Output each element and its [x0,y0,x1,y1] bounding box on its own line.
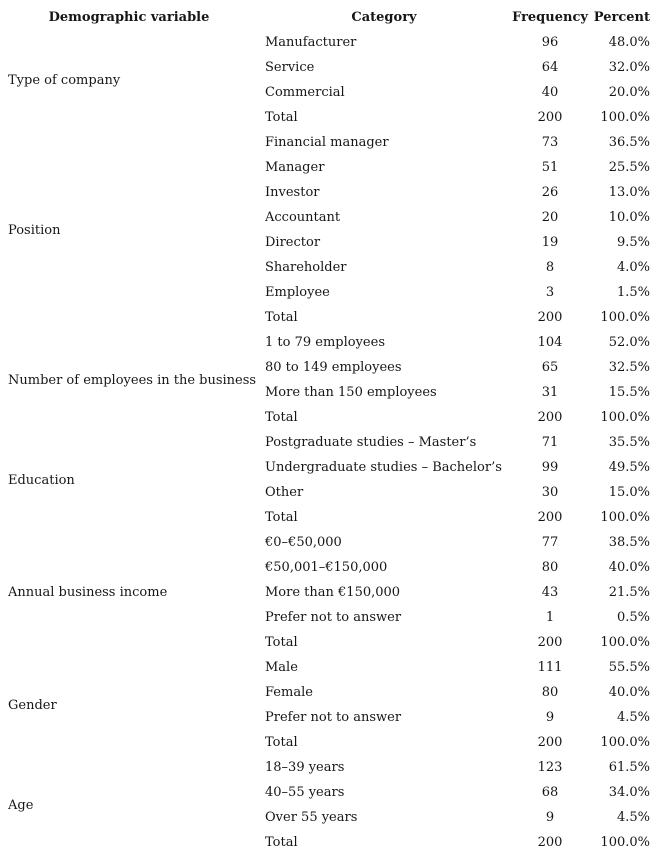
table-row [258,505,657,530]
percent-cell: 1.5% [616,285,650,300]
variable-group [0,330,657,430]
category-cell: Male [265,660,298,675]
category-cell: Employee [265,285,330,300]
variable-group [0,30,657,130]
variable-cell: Type of company [8,72,121,88]
table-row [258,180,657,205]
group-rows [258,330,657,430]
category-cell: Prefer not to answer [265,610,402,625]
header-percent: Percent [593,10,650,25]
table-row [258,680,657,705]
category-cell: Total [265,635,298,650]
category-cell: Total [265,735,298,750]
frequency-cell: 200 [537,835,563,850]
category-cell: Total [265,110,298,125]
percent-cell: 25.5% [608,160,650,175]
variable-cell: Age [8,797,34,813]
percent-cell: 52.0% [608,335,650,350]
frequency-cell: 43 [541,585,559,600]
variable-cell: Position [8,222,61,238]
frequency-cell: 73 [541,135,559,150]
category-cell: More than 150 employees [265,385,437,400]
frequency-cell: 200 [537,510,563,525]
table-row [258,205,657,230]
percent-cell: 49.5% [608,460,650,475]
group-rows [258,130,657,330]
table-row [258,280,657,305]
percent-cell: 9.5% [616,235,650,250]
category-cell: Female [265,685,313,700]
percent-cell: 35.5% [608,435,650,450]
frequency-cell: 200 [537,735,563,750]
table-row [258,230,657,255]
percent-cell: 40.0% [608,560,650,575]
table-row [258,705,657,730]
frequency-cell: 20 [541,210,559,225]
category-cell: Shareholder [265,260,347,275]
percent-cell: 55.5% [608,660,650,675]
variable-group [0,655,657,755]
frequency-cell: 8 [545,260,555,275]
category-cell: Other [265,485,304,500]
percent-cell: 100.0% [600,835,650,850]
percent-cell: 100.0% [600,310,650,325]
category-cell: Total [265,310,298,325]
frequency-cell: 30 [541,485,559,500]
table-row [258,655,657,680]
table-row [258,155,657,180]
frequency-cell: 200 [537,310,563,325]
variable-cell: Number of employees in the business [8,372,257,388]
category-cell: Manager [265,160,325,175]
category-cell: Investor [265,185,320,200]
percent-cell: 100.0% [600,110,650,125]
percent-cell: 40.0% [608,685,650,700]
table-row [258,30,657,55]
header-frequency: Frequency [512,10,588,25]
category-cell: Undergraduate studies – Bachelor’s [265,460,502,475]
percent-cell: 61.5% [608,760,650,775]
table-row [258,330,657,355]
category-cell: Total [265,510,298,525]
variable-cell: Education [8,472,75,488]
variable-group [0,130,657,330]
category-cell: Service [265,60,315,75]
group-rows [258,530,657,655]
percent-cell: 0.5% [616,610,650,625]
variable-group [0,530,657,655]
category-cell: Manufacturer [265,35,357,50]
table-row [258,605,657,630]
table-row [258,780,657,805]
group-rows [258,430,657,530]
category-cell: €50,001–€150,000 [265,560,388,575]
table-row [258,105,657,130]
frequency-cell: 3 [545,285,555,300]
category-cell: Financial manager [265,135,389,150]
table-row [258,380,657,405]
table-body [0,30,657,855]
table-header-row [0,5,657,30]
percent-cell: 100.0% [600,510,650,525]
percent-cell: 48.0% [608,35,650,50]
category-cell: Over 55 years [265,810,358,825]
percent-cell: 100.0% [600,635,650,650]
percent-cell: 13.0% [608,185,650,200]
category-cell: Prefer not to answer [265,710,402,725]
category-cell: 40–55 years [265,785,345,800]
table-row [258,580,657,605]
frequency-cell: 19 [541,235,559,250]
percent-cell: 32.0% [608,60,650,75]
variable-cell: Annual business income [8,585,168,600]
category-cell: €0–€50,000 [265,535,342,550]
variable-group [0,755,657,855]
table-row [258,755,657,780]
percent-cell: 10.0% [608,210,650,225]
frequency-cell: 31 [541,385,559,400]
table-row [258,405,657,430]
frequency-cell: 123 [537,760,563,775]
header-category: Category [351,10,417,25]
table-row [258,355,657,380]
group-rows [258,655,657,755]
table-row [258,430,657,455]
table-row [258,530,657,555]
frequency-cell: 104 [537,335,563,350]
frequency-cell: 51 [541,160,559,175]
percent-cell: 34.0% [608,785,650,800]
frequency-cell: 40 [541,85,559,100]
frequency-cell: 80 [541,560,559,575]
table-row [258,555,657,580]
frequency-cell: 64 [541,60,559,75]
percent-cell: 36.5% [608,135,650,150]
frequency-cell: 99 [541,460,559,475]
category-cell: Commercial [265,85,345,100]
variable-group [0,430,657,530]
frequency-cell: 200 [537,635,563,650]
percent-cell: 20.0% [608,85,650,100]
category-cell: Total [265,410,298,425]
frequency-cell: 200 [537,410,563,425]
percent-cell: 15.5% [608,385,650,400]
percent-cell: 100.0% [600,735,650,750]
frequency-cell: 65 [541,360,559,375]
table-row [258,305,657,330]
category-cell: Postgraduate studies – Master’s [265,435,477,450]
frequency-cell: 26 [541,185,559,200]
group-rows [258,755,657,855]
table-row [258,480,657,505]
frequency-cell: 68 [541,785,559,800]
category-cell: Director [265,235,321,250]
table-row [258,730,657,755]
table-row [258,455,657,480]
percent-cell: 32.5% [608,360,650,375]
percent-cell: 100.0% [600,410,650,425]
category-cell: Accountant [265,210,341,225]
percent-cell: 4.5% [616,810,650,825]
category-cell: Total [265,835,298,850]
header-demographic-variable: Demographic variable [48,10,210,25]
table-row [258,805,657,830]
table-row [258,80,657,105]
category-cell: 18–39 years [265,760,345,775]
table-row [258,130,657,155]
variable-cell: Gender [8,697,57,713]
percent-cell: 15.0% [608,485,650,500]
percent-cell: 4.5% [616,710,650,725]
table-row [258,630,657,655]
frequency-cell: 111 [537,660,563,675]
frequency-cell: 96 [541,35,559,50]
frequency-cell: 9 [545,710,555,725]
category-cell: 80 to 149 employees [265,360,402,375]
frequency-cell: 200 [537,110,563,125]
frequency-cell: 1 [545,610,555,625]
percent-cell: 38.5% [608,535,650,550]
table-row [258,830,657,855]
category-cell: More than €150,000 [265,585,401,600]
frequency-cell: 9 [545,810,555,825]
table-row [258,55,657,80]
frequency-cell: 71 [541,435,559,450]
group-rows [258,30,657,130]
table-row [258,255,657,280]
frequency-cell: 80 [541,685,559,700]
percent-cell: 4.0% [616,260,650,275]
percent-cell: 21.5% [608,585,650,600]
category-cell: 1 to 79 employees [265,335,385,350]
frequency-cell: 77 [541,535,559,550]
